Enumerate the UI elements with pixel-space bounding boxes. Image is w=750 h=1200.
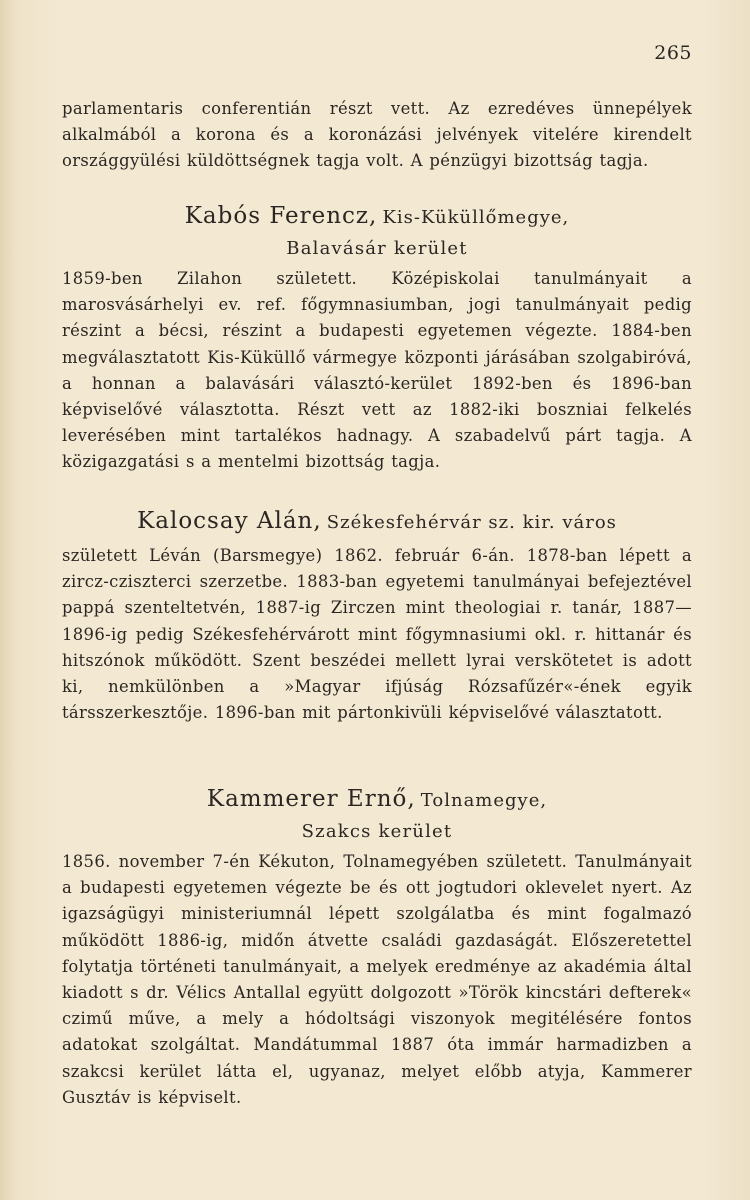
entry-body <box>62 543 692 726</box>
entry-district: Balavásár kerület <box>286 238 468 259</box>
intro-paragraph: parlamentaris conferentián részt vett. Az ezredéves ünnepélyek alkalmából a korona és a koronázási jelvények vitelére kirendelt országgyülési küldöttségnek tagja volt. A pénzügyi bizottság tagja. <box>62 99 692 171</box>
entry-title <box>62 505 692 539</box>
entry-region: Székesfehérvár sz. kir. város <box>326 512 617 533</box>
entry-region: Tolnamegye, <box>420 790 548 811</box>
entry-name: Kalocsay Alán, <box>137 508 322 534</box>
entry-title <box>62 783 692 847</box>
entry-paragraph: 1856. november 7-én Kékuton, Tolnamegyében született. Tanulmányait a budapesti egyetemen végezte be és ott jogtudori oklevelet nyert. Az igazságügyi ministeriumnál lépett szolgálatba és mint fogalmazó működött 1886-ig, midőn átvette családi gazdaságát. Előszeretettel folytatja történeti tanulmányait, a melyek eredménye az akadémia által kiadott s dr. Vélics Antallal együtt dolgozott »Török kincstári defterek« czimű műve, a mely a hódoltsági viszonyok megitélésére fontos adatokat szolgáltat. Mandátummal 1887 óta immár harmadizben a szakcsi kerület látta el, ugyanaz, melyet előbb atyja, Kammerer Gusztáv is képviselt. <box>62 852 692 1107</box>
entry-heading <box>62 505 692 539</box>
entry-region: Kis-Küküllőmegye, <box>382 207 570 228</box>
entry-body <box>62 849 692 1111</box>
entry-district: Szakcs kerület <box>301 821 453 842</box>
entry-name: Kabós Ferencz, <box>184 203 378 229</box>
entry-body <box>62 266 692 476</box>
entry-paragraph: született Léván (Barsmegye) 1862. február 6-án. 1878-ban lépett a zircz-cziszterci szerzetbe. 1883-ban egyetemi tanulmányai befejeztével pappá szenteltetvén, 1887-ig Zirczen mint theologiai r. tanár, 1887—1896-ig pedig Székesfehérvárott mint főgymnasiumi okl. r. hittanár és hitszónok működött. Szent beszédei mellett lyrai verskötetet is adott ki, nemkülönben a »Magyar ifjúság Rózsafűzér«-ének egyik társszerkesztője. 1896-ban mit pártonkivüli képviselővé választatott. <box>62 546 692 723</box>
entry-paragraph: 1859-ben Zilahon született. Középiskolai tanulmányait a marosvásárhelyi ev. ref. főgymnasiumban, jogi tanulmányait pedig részint a bécsi, részint a budapesti egyetemen végezte. 1884-ben megválasztatott Kis-Küküllő vármegye központi járásában szolgabiróvá, a honnan a balavásári választó-kerület 1892-ben és 1896-ban képviselővé választotta. Részt vett az 1882-iki boszniai felkelés leverésében mint tartalékos hadnagy. A szabadelvű párt tagja. A közigazgatási s a mentelmi bizottság tagja. <box>62 269 692 472</box>
entry-title <box>62 200 692 264</box>
intro-section <box>62 96 692 175</box>
entry-heading <box>62 200 692 264</box>
page-number: 265 <box>654 42 692 64</box>
entry-name: Kammerer Ernő, <box>206 786 416 812</box>
entry-heading <box>62 783 692 847</box>
